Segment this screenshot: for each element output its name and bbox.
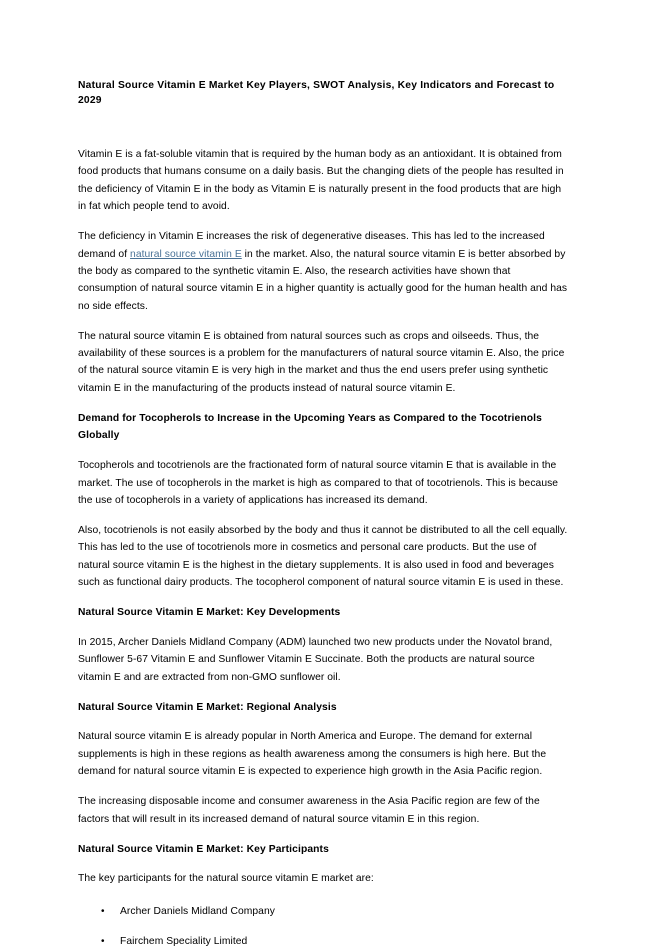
- paragraph-participants-intro: The key participants for the natural source vitamin E market are:: [78, 873, 374, 885]
- natural-source-vitamin-e-link[interactable]: natural source vitamin E: [130, 248, 242, 260]
- paragraph-natural-sources: The natural source vitamin E is obtained from natural sources such as crops and oilseeds. Thus, the availability of these sources is a problem for the manufacturers of natural source vitamin E. Also, the price of the natural source vitamin E is very high in the market and thus the end users prefer using synthetic vitamin E in the manufacturing of the products instead of natural source vitamin E.: [78, 330, 565, 394]
- paragraph-deficiency-text-before: The deficiency in Vitamin E increases the risk of degenerative diseases. This has led to the increased demand of: [78, 231, 545, 260]
- participant-name: Archer Daniels Midland Company: [120, 905, 275, 917]
- paragraph-asia-pacific: The increasing disposable income and consumer awareness in the Asia Pacific region are few of the factors that will result in its increased demand of natural source vitamin E in this region.: [78, 796, 540, 825]
- paragraph-deficiency: [78, 228, 570, 315]
- bullet-icon: •: [101, 905, 105, 917]
- heading-key-developments: Natural Source Vitamin E Market: Key Developments: [78, 606, 341, 618]
- paragraph-tocotrienols: Also, tocotrienols is not easily absorbed by the body and thus it cannot be distributed to all the cell equally. This has led to the use of tocotrienols more in cosmetics and personal care products. But the use of natural source vitamin E is the highest in the dietary supplements. It is also used in food and beverages such as functional dairy products. The tocopherol component of natural source vitamin E is used in these.: [78, 524, 568, 589]
- page-title: Natural Source Vitamin E Market Key Players, SWOT Analysis, Key Indicators and Forecast to 2029: [78, 80, 555, 106]
- paragraph-tocopherols: Tocopherols and tocotrienols are the fractionated form of natural source vitamin E that is available in the market. The use of tocopherols in the market is high as compared to that of tocotrienols. This is because the use of tocopherols in a variety of applications has increased its demand.: [78, 460, 559, 506]
- paragraph-regional-analysis: Natural source vitamin E is already popular in North America and Europe. The demand for external supplements is high in these regions as health awareness among the consumers is high here. But the demand for natural source vitamin E is expected to experience high growth in the Asia Pacific region.: [78, 731, 547, 778]
- paragraph-key-developments: In 2015, Archer Daniels Midland Company (ADM) launched two new products under the Novatol brand, Sunflower 5-67 Vitamin E and Sunflower Vitamin E Succinate. Both the products are natural source vitamin E and are extracted from non-GMO sunflower oil.: [78, 636, 553, 683]
- list-item: [78, 903, 570, 920]
- paragraph-deficiency-text-after: in the market. Also, the natural source vitamin E is better absorbed by the body as compared to the synthetic vitamin E. Also, the research activities have shown that consumption of natural source vitamin E in a higher quantity is actually good for the human health and has no side effects.: [78, 248, 568, 312]
- participant-name: Fairchem Speciality Limited: [120, 936, 248, 948]
- list-item: [78, 933, 570, 950]
- bullet-icon: •: [101, 936, 105, 948]
- heading-regional-analysis: Natural Source Vitamin E Market: Regional Analysis: [78, 701, 337, 713]
- participants-list: [78, 903, 570, 951]
- heading-tocopherols-demand: Demand for Tocopherols to Increase in the Upcoming Years as Compared to the Tocotrienols Globally: [78, 412, 542, 442]
- paragraph-intro: Vitamin E is a fat-soluble vitamin that is required by the human body as an antioxidant. It is obtained from food products that humans consume on a daily basis. But the changing diets of the people has resulted in the deficiency of Vitamin E in the body as Vitamin E is naturally present in the food products that are high in fat which people tend to avoid.: [78, 149, 564, 213]
- heading-key-participants: Natural Source Vitamin E Market: Key Participants: [78, 843, 329, 855]
